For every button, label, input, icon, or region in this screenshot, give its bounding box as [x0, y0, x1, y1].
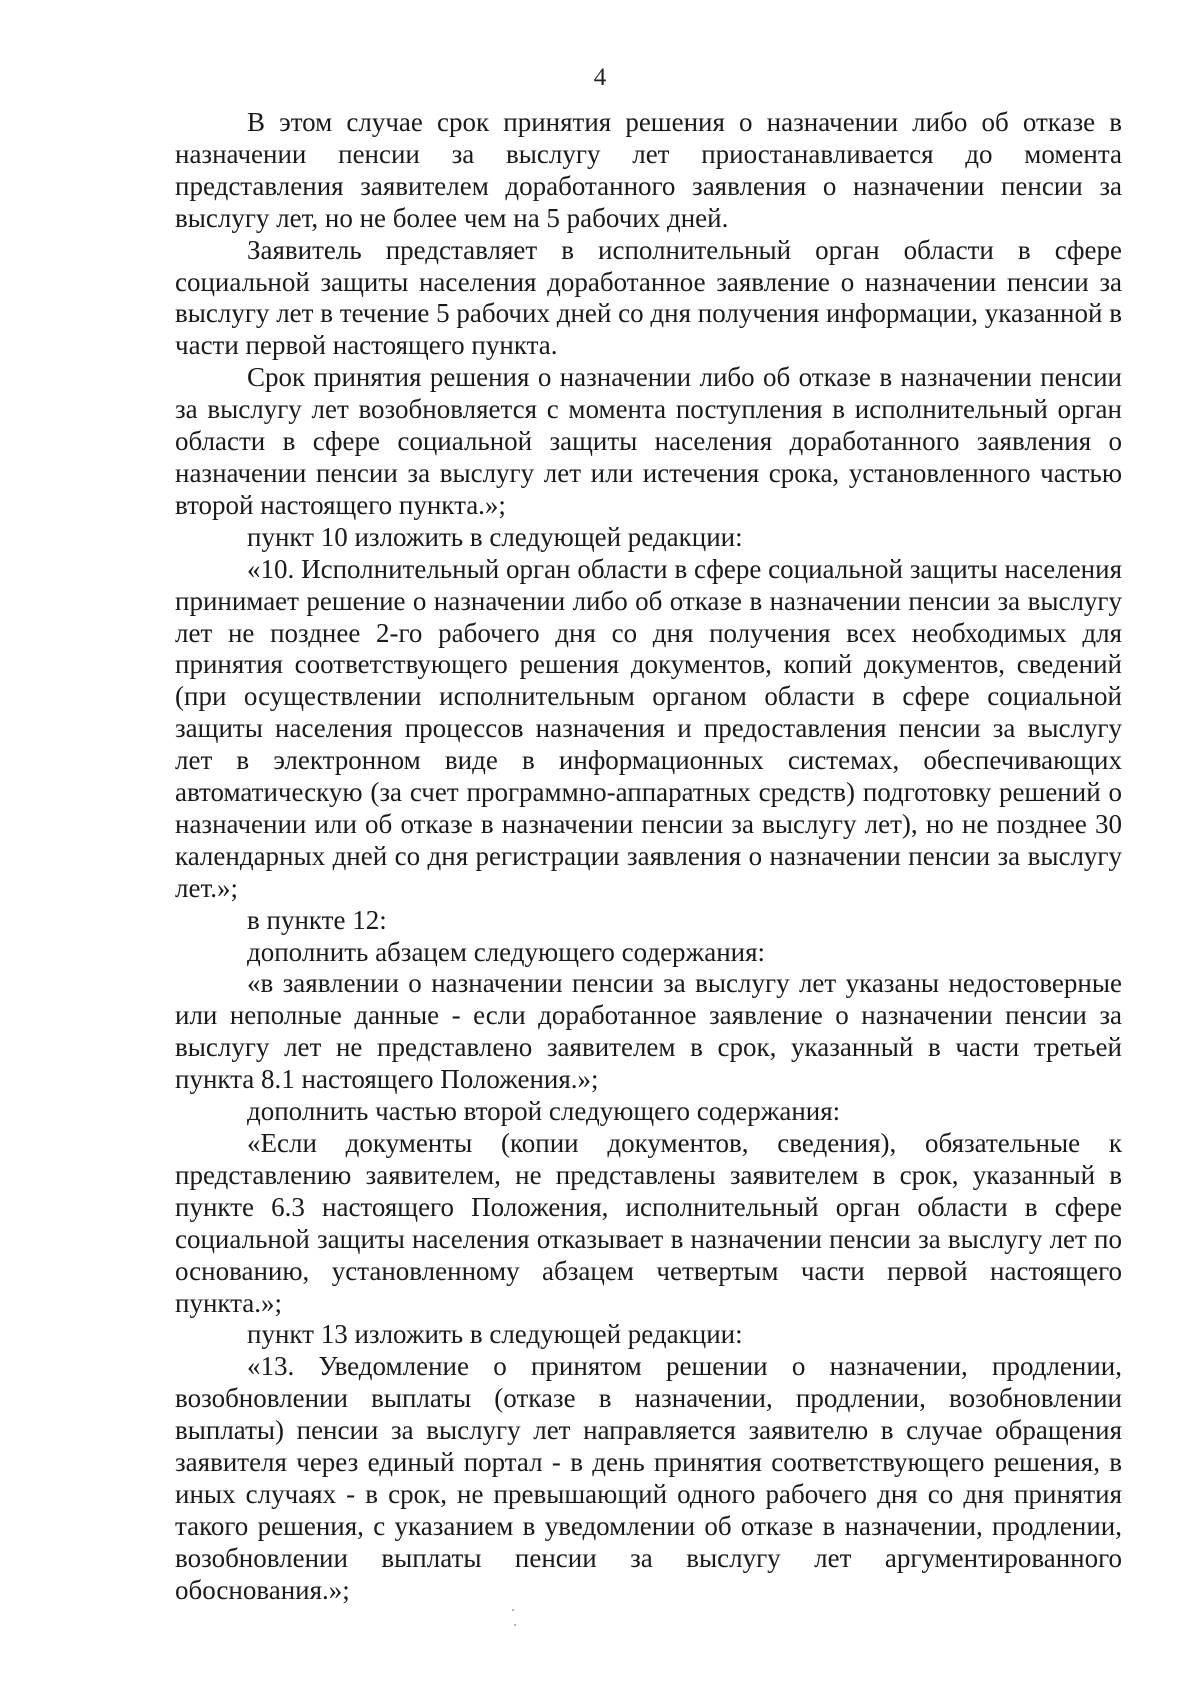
- paragraph: пункт 10 изложить в следующей редакции:: [247, 521, 743, 552]
- scan-speck: [512, 1609, 514, 1611]
- paragraph: дополнить частью второй следующего содержания:: [247, 1096, 841, 1127]
- paragraph: дополнить абзацем следующего содержания:: [247, 936, 766, 967]
- document-body: [175, 107, 1122, 1607]
- paragraph: «13. Уведомление о принятом решении о назначении, продлении, возобновлении выплаты (отказе в назначении, продлении, возобновлении выплаты) пенсии за выслугу лет направляется заявителю в случае обращения заявителя через единый портал - в день принятия соответствующего решения, в иных случаях - в срок, не превышающий одного рабочего дня со дня принятия такого решения, с указанием в уведомлении об отказе в назначении, продлении, возобновлении выплаты пенсии за выслугу лет аргументированного обоснования.»;: [175, 1351, 1122, 1605]
- paragraph: «Если документы (копии документов, сведения), обязательные к представлению заявителем, не представлены заявителем в срок, указанный в пункте 6.3 настоящего Положения, исполнительный орган области в сфере социальной защиты населения отказывает в назначении пенсии за выслугу лет по основанию, установленному абзацем четвертым части первой настоящего пункта.»;: [175, 1128, 1122, 1318]
- paragraph: «10. Исполнительный орган области в сфере социальной защиты населения принимает решение о назначении либо об отказе в назначении пенсии за выслугу лет не позднее 2-го рабочего дня со дня получения всех необходимых для принятия соответствующего решения документов, копий документов, сведений (при осуществлении исполнительным органом области в сфере социальной защиты населения процессов назначения и предоставления пенсии за выслугу лет в электронном виде в информационных системах, обеспечивающих автоматическую (за счет программно-аппаратных средств) подготовку решений о назначении или об отказе в назначении пенсии за выслугу лет), но не позднее 30 календарных дней со дня регистрации заявления о назначении пенсии за выслугу лет.»;: [175, 553, 1122, 903]
- paragraph: «в заявлении о назначении пенсии за выслугу лет указаны недостоверные или неполные данные - если доработанное заявление о назначении пенсии за выслугу лет не представлено заявителем в срок, указанный в части третьей пункта 8.1 настоящего Положения.»;: [175, 968, 1122, 1095]
- page-number: 4: [593, 64, 607, 91]
- paragraph: пункт 13 изложить в следующей редакции:: [247, 1319, 743, 1350]
- scan-speck: [514, 1624, 516, 1626]
- paragraph: Заявитель представляет в исполнительный орган области в сфере социальной защиты населения доработанное заявление о назначении пенсии за выслугу лет в течение 5 рабочих дней со дня получения информации, указанной в части первой настоящего пункта.: [175, 234, 1122, 361]
- paragraph: в пункте 12:: [247, 904, 387, 935]
- paragraph: Срок принятия решения о назначении либо об отказе в назначении пенсии за выслугу лет возобновляется с момента поступления в исполнительный орган области в сфере социальной защиты населения доработанного заявления о назначении пенсии за выслугу лет или истечения срока, установленного частью второй настоящего пункта.»;: [175, 362, 1122, 520]
- paragraph: В этом случае срок принятия решения о назначении либо об отказе в назначении пенсии за выслугу лет приостанавливается до момента представления заявителем доработанного заявления о назначении пенсии за выслугу лет, но не более чем на 5 рабочих дней.: [175, 107, 1122, 233]
